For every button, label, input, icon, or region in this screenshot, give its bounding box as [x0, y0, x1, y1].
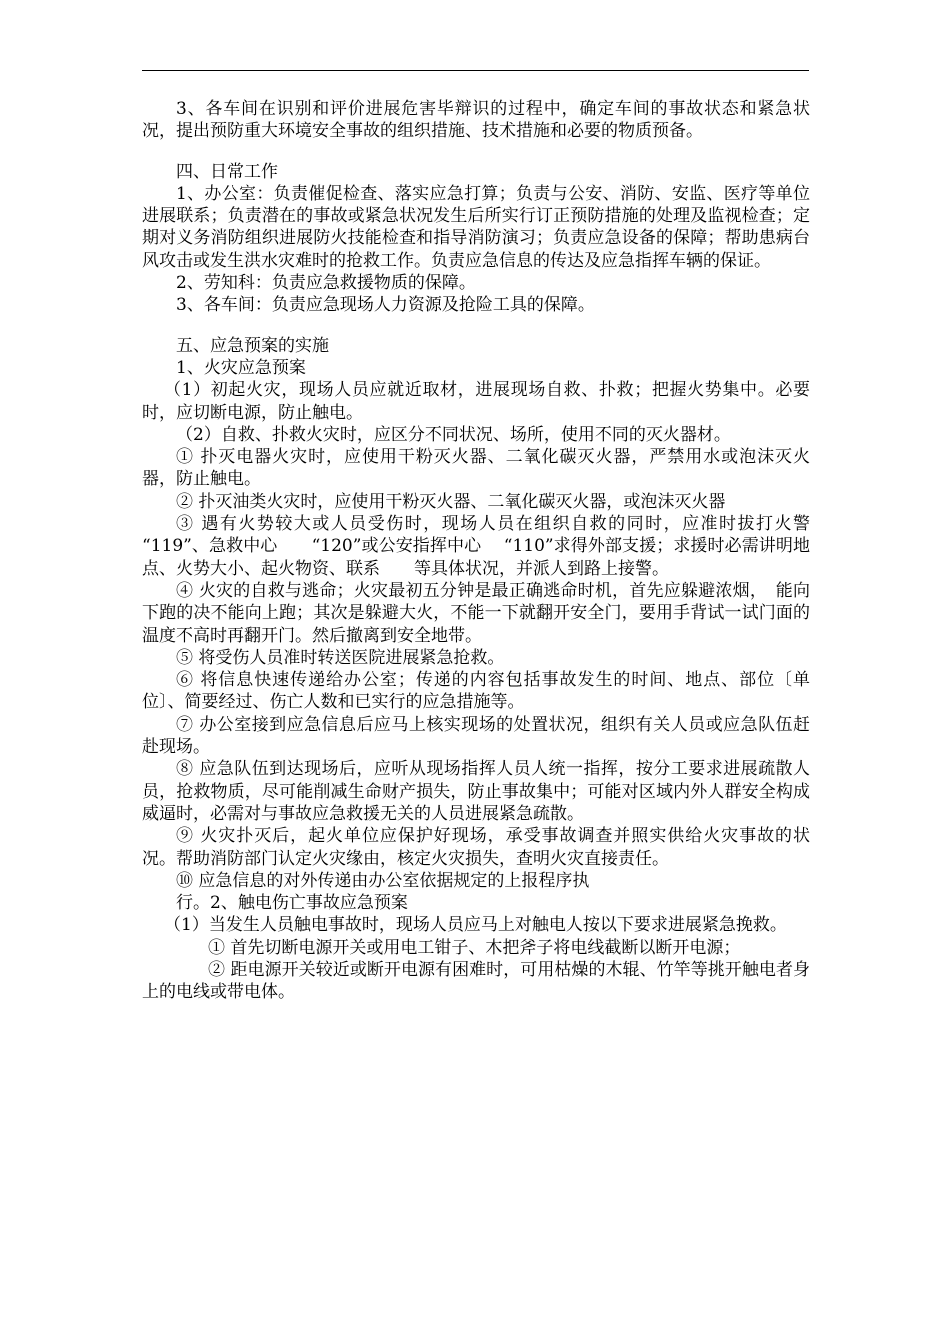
list-item: ⑦ 办公室接到应急信息后应马上核实现场的处置状况，组织有关人员或应急队伍赶赴现场。: [142, 714, 810, 758]
list-item: ① 首先切断电源开关或用电工钳子、木把斧子将电线截断以断开电源；: [208, 937, 741, 958]
section-heading: 五、应急预案的实施: [176, 335, 329, 356]
subsection-heading: 1、火灾应急预案: [176, 357, 306, 378]
section-heading: 四、日常工作: [176, 161, 278, 182]
list-item: ② 距电源开关较近或断开电源有困难时，可用枯燥的木辊、竹竿等挑开触电者身上的电线或带电体。: [142, 959, 810, 1003]
list-item: ⑤ 将受伤人员准时转送医院进展紧急抢救。: [176, 647, 505, 668]
paragraph: （1）当发生人员触电事故时，现场人员应马上对触电人按以下要求进展紧急挽救。: [164, 915, 787, 936]
header-rule: [142, 70, 809, 71]
list-item: ⑨ 火灾扑灭后，起火单位应保护好现场，承受事故调查并照实供给火灾事故的状况。帮助消防部门认定火灾缘由，核定火灾损失，查明火灾直接责任。: [142, 826, 810, 869]
paragraph: 3、各车间在识别和评价进展危害毕辩识的过程中，确定车间的事故状态和紧急状况，提出预防重大环境安全事故的组织措施、技术措施和必要的物质预备。: [142, 99, 810, 142]
list-item: ② 扑灭油类火灾时，应使用干粉灭火器、二氧化碳灭火器，或泡沫灭火器: [176, 491, 726, 512]
paragraph: 2、劳知科：负责应急救援物质的保障。: [176, 273, 476, 294]
list-item: ⑩ 应急信息的对外传递由办公室依据规定的上报程序执: [176, 870, 590, 891]
paragraph: 3、各车间：负责应急现场人力资源及抢险工具的保障。: [176, 295, 595, 316]
paragraph: （1）初起火灾，现场人员应就近取材，进展现场自救、扑救；把握火势集中。必要时，应切断电源，防止触电。: [142, 380, 810, 423]
document-body: [142, 98, 833, 1004]
paragraph: （2）自救、扑救火灾时，应区分不同状况、场所，使用不同的灭火器材。: [176, 424, 731, 445]
paragraph: 行。2、触电伤亡事故应急预案: [176, 893, 408, 914]
paragraph: 1、办公室：负责催促检查、落实应急打算；负责与公安、消防、安监、医疗等单位进展联系；负责潜在的事故或紧急状况发生后所实行订正预防措施的处理及监视检查；定期对义务消防组织进展防火技能检查和指导消防演习；负责应急设备的保障；帮助患病台风攻击或发生洪水灾难时的抢救工作。负责应急信息的传达及应急指挥车辆的保证。: [142, 183, 810, 271]
list-item: ⑧ 应急队伍到达现场后，应听从现场指挥人员人统一指挥，按分工要求进展疏散人员，抢救物质，尽可能削减生命财产损失，防止事故集中；可能对区域内外人群安全构成威逼时，必需对与事故应急救援无关的人员进展紧急疏散。: [142, 759, 810, 824]
list-item: ⑥ 将信息快速传递给办公室；传递的内容包括事故发生的时间、地点、部位〔单位〕、简要经过、伤亡人数和已实行的应急措施等。: [142, 670, 810, 713]
list-item: ① 扑灭电器火灾时，应使用干粉灭火器、二氧化碳灭火器，严禁用水或泡沫灭火器，防止触电。: [142, 447, 810, 490]
list-item: ④ 火灾的自救与逃命；火灾最初五分钟是最正确逃命时机，首先应躲避浓烟， 能向下跑的决不能向上跑；其次是躲避大火，不能一下就翻开安全门，要用手背试一试门面的温度不高时再翻开门。然后撤离到安全地带。: [142, 580, 810, 646]
list-item: ③ 遇有火势较大或人员受伤时，现场人员在组织自救的同时，应准时拔打火警 “119”、急救中心 “120”或公安指挥中心 “110”求得外部支援；求援时必需讲明地点、火势大小、起火物资、联系 等具体状况，并派人到路上接警。: [142, 514, 833, 579]
